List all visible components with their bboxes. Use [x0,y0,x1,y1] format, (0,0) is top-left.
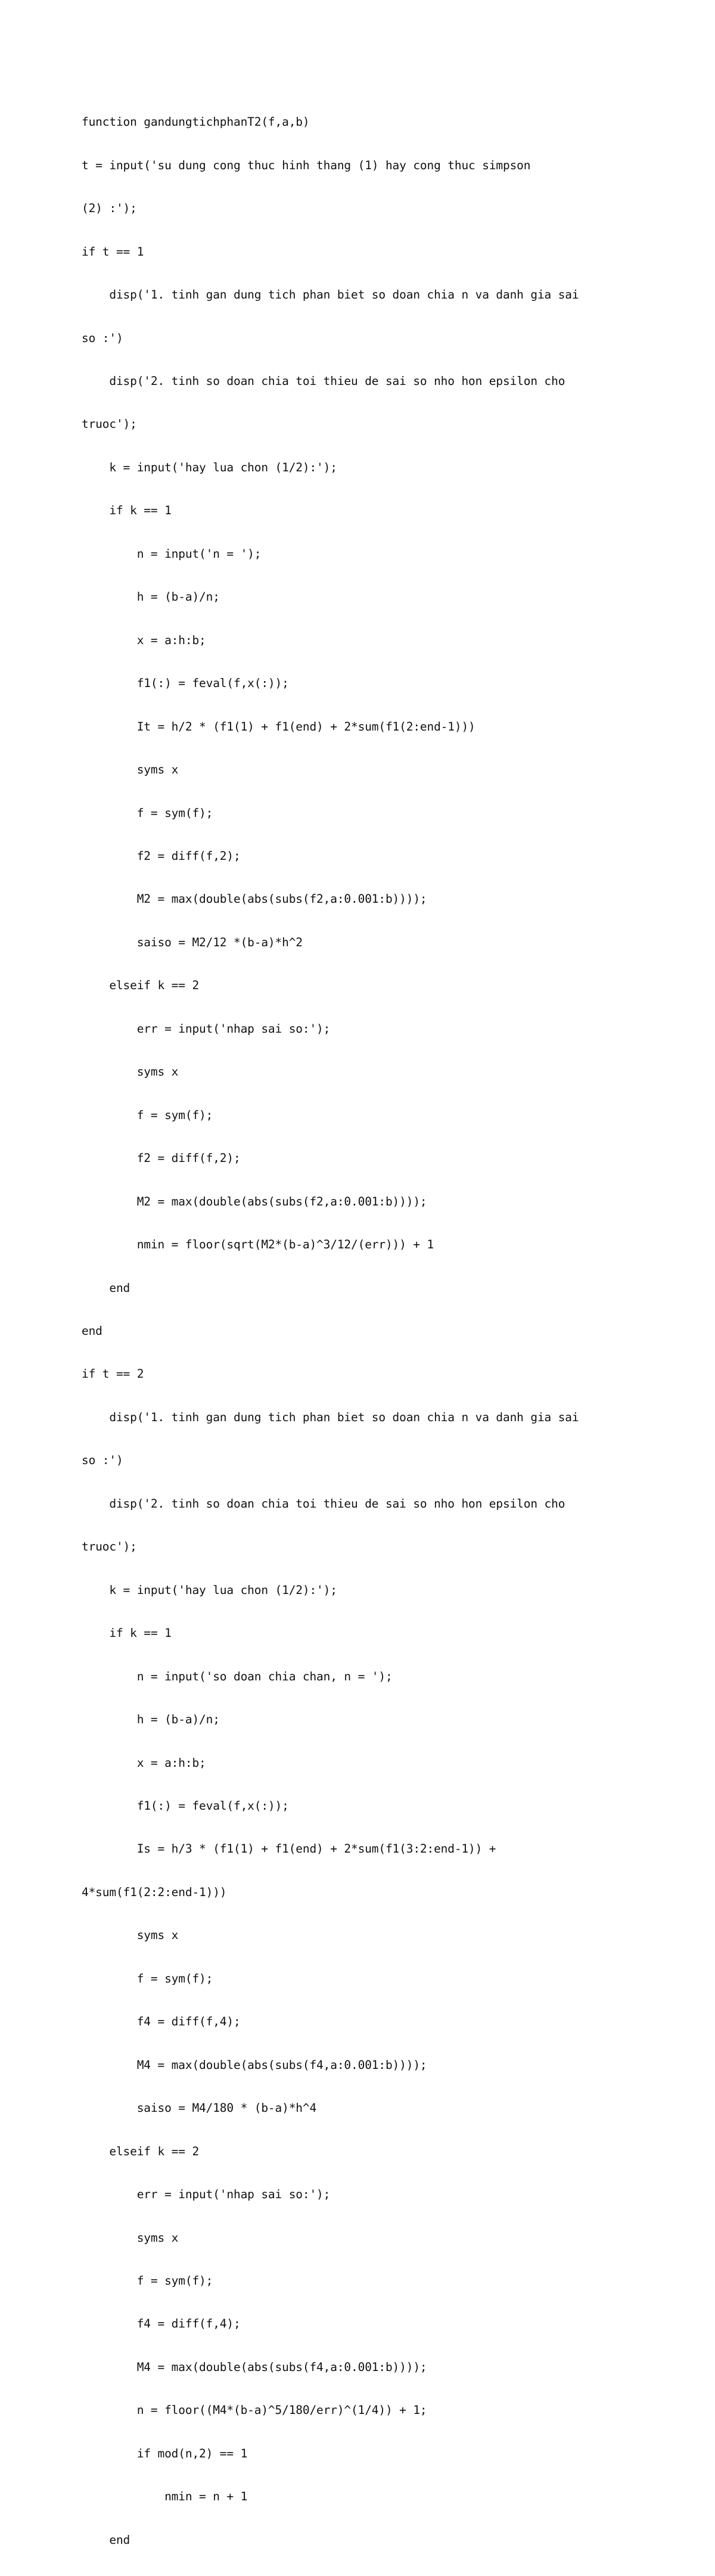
code-line: k = input('hay lua chon (1/2):'); [82,460,337,474]
code-listing [82,86,677,2576]
code-line: if k == 1 [82,1626,172,1640]
code-line: so :') [82,331,123,345]
code-line: f4 = diff(f,4); [82,2015,241,2029]
code-line: M4 = max(double(abs(subs(f4,a:0.001:b)))); [82,2360,427,2374]
code-line: M2 = max(double(abs(subs(f2,a:0.001:b)))); [82,1194,427,1208]
code-line: f2 = diff(f,2); [82,849,241,863]
code-line: h = (b-a)/n; [82,590,220,604]
code-line: f = sym(f); [82,1971,213,1985]
code-line: (2) :'); [82,201,137,216]
code-line: disp('2. tinh so doan chia toi thieu de sai so nho hon epsilon cho [82,374,565,389]
code-line: 4*sum(f1(2:2:end-1))) [82,1885,227,1899]
code-line: t = input('su dung cong thuc hinh thang (1) hay cong thuc simpson [82,158,531,172]
code-line: if t == 1 [82,244,144,259]
code-line: elseif k == 2 [82,2144,200,2158]
code-line: err = input('nhap sai so:'); [82,1021,331,1036]
code-line: n = input('n = '); [82,546,262,561]
code-line: M4 = max(double(abs(subs(f4,a:0.001:b)))); [82,2058,427,2072]
code-line: saiso = M4/180 * (b-a)*h^4 [82,2101,317,2115]
code-line: so :') [82,1453,123,1468]
code-line: h = (b-a)/n; [82,1713,220,1727]
code-line: truoc'); [82,1540,137,1554]
code-line: syms x [82,1065,179,1079]
code-line: disp('1. tinh gan dung tich phan biet so doan chia n va danh gia sai [82,1410,579,1424]
code-line: nmin = n + 1 [82,2490,248,2504]
code-line: f = sym(f); [82,806,213,820]
code-line: if k == 1 [82,504,172,518]
code-line: x = a:h:b; [82,633,206,647]
code-line: f2 = diff(f,2); [82,1151,241,1166]
code-line: function gandungtichphanT2(f,a,b) [82,115,310,129]
code-line: if mod(n,2) == 1 [82,2446,248,2460]
code-line: nmin = floor(sqrt(M2*(b-a)^3/12/(err))) + 1 [82,1238,434,1252]
code-line: f4 = diff(f,4); [82,2317,241,2331]
code-line: err = input('nhap sai so:'); [82,2187,331,2202]
code-line: syms x [82,1928,179,1943]
code-line: syms x [82,763,179,777]
code-line: disp('1. tinh gan dung tich phan biet so doan chia n va danh gia sai [82,288,579,302]
code-line: f = sym(f); [82,2273,213,2288]
code-line: if t == 2 [82,1367,144,1381]
code-line: saiso = M2/12 *(b-a)*h^2 [82,935,303,949]
code-line: n = floor((M4*(b-a)^5/180/err)^(1/4)) + 1; [82,2403,427,2417]
code-line: end [82,1281,130,1295]
code-line: It = h/2 * (f1(1) + f1(end) + 2*sum(f1(2:end-1))) [82,719,475,734]
code-line: Is = h/3 * (f1(1) + f1(end) + 2*sum(f1(3:2:end-1)) + [82,1842,496,1856]
code-line: end [82,2533,130,2547]
code-line: syms x [82,2230,179,2245]
code-line: k = input('hay lua chon (1/2):'); [82,1583,337,1597]
code-line: elseif k == 2 [82,978,200,993]
code-line: truoc'); [82,417,137,431]
code-line: end [82,1324,102,1338]
code-line: f1(:) = feval(f,x(:)); [82,676,289,691]
code-line: f1(:) = feval(f,x(:)); [82,1798,289,1813]
code-line: M2 = max(double(abs(subs(f2,a:0.001:b)))); [82,892,427,906]
code-line: disp('2. tinh so doan chia toi thieu de sai so nho hon epsilon cho [82,1496,565,1511]
code-line: x = a:h:b; [82,1755,206,1770]
code-line: f = sym(f); [82,1108,213,1122]
code-line: n = input('so doan chia chan, n = '); [82,1669,393,1683]
